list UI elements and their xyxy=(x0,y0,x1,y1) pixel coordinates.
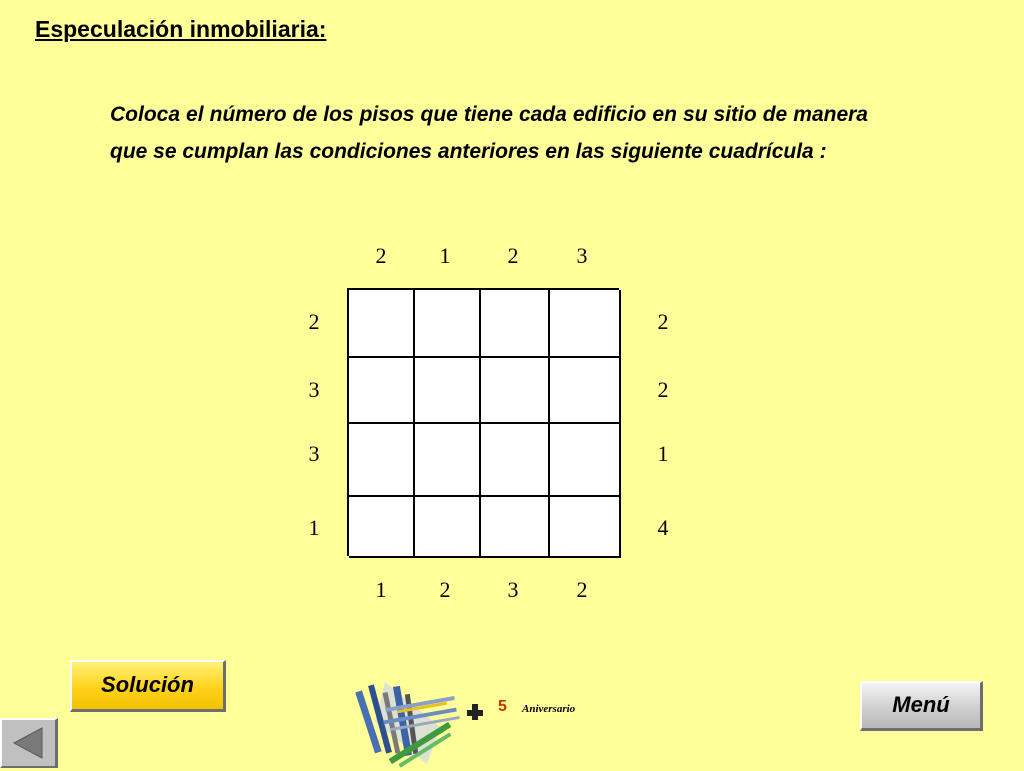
top-clue: 2 xyxy=(507,243,519,268)
bottom-clue: 3 xyxy=(507,577,519,602)
left-clue: 3 xyxy=(308,441,320,466)
grid-cell[interactable] xyxy=(481,290,550,358)
triangle-left-icon xyxy=(2,720,55,766)
grid-cell[interactable] xyxy=(349,497,415,558)
left-clue: 3 xyxy=(308,377,320,402)
grid-cell[interactable] xyxy=(415,358,481,424)
left-clue: 2 xyxy=(308,309,320,334)
grid-cell[interactable] xyxy=(415,290,481,358)
bottom-clue: 2 xyxy=(576,577,588,602)
right-clue: 2 xyxy=(657,377,669,402)
grid-cell[interactable] xyxy=(415,424,481,497)
top-clue: 1 xyxy=(439,243,451,268)
left-clue: 1 xyxy=(308,515,320,540)
grid-cell[interactable] xyxy=(481,497,550,558)
grid-cell[interactable] xyxy=(550,358,621,424)
grid-cell[interactable] xyxy=(550,424,621,497)
page-title: Especulación inmobiliaria: xyxy=(35,16,327,42)
top-clue: 2 xyxy=(375,243,387,268)
logo-word: Aniversario xyxy=(522,703,576,715)
top-clue: 3 xyxy=(576,243,588,268)
grid-cell[interactable] xyxy=(481,424,550,497)
grid-cell[interactable] xyxy=(481,358,550,424)
instructions-text: Coloca el número de los pisos que tiene cada edificio en su sitio de manera que se cumplan las condiciones anteriores en las siguiente cuadrícula : xyxy=(110,103,868,163)
grid-cell[interactable] xyxy=(349,290,415,358)
back-button[interactable] xyxy=(0,718,58,768)
grid-cell[interactable] xyxy=(349,358,415,424)
grid-cell[interactable] xyxy=(415,497,481,558)
grid-cell[interactable] xyxy=(550,290,621,358)
menu-button[interactable]: Menú xyxy=(860,681,983,731)
bottom-clue: 2 xyxy=(439,577,451,602)
right-clue: 2 xyxy=(657,309,669,334)
anniversary-logo-icon xyxy=(355,672,495,768)
solution-button[interactable]: Solución xyxy=(70,660,226,712)
puzzle-grid xyxy=(347,288,619,556)
logo-number: 5 xyxy=(498,698,507,715)
bottom-clue: 1 xyxy=(375,577,387,602)
right-clue: 4 xyxy=(657,515,669,540)
grid-cell[interactable] xyxy=(349,424,415,497)
grid-cell[interactable] xyxy=(550,497,621,558)
right-clue: 1 xyxy=(657,441,669,466)
